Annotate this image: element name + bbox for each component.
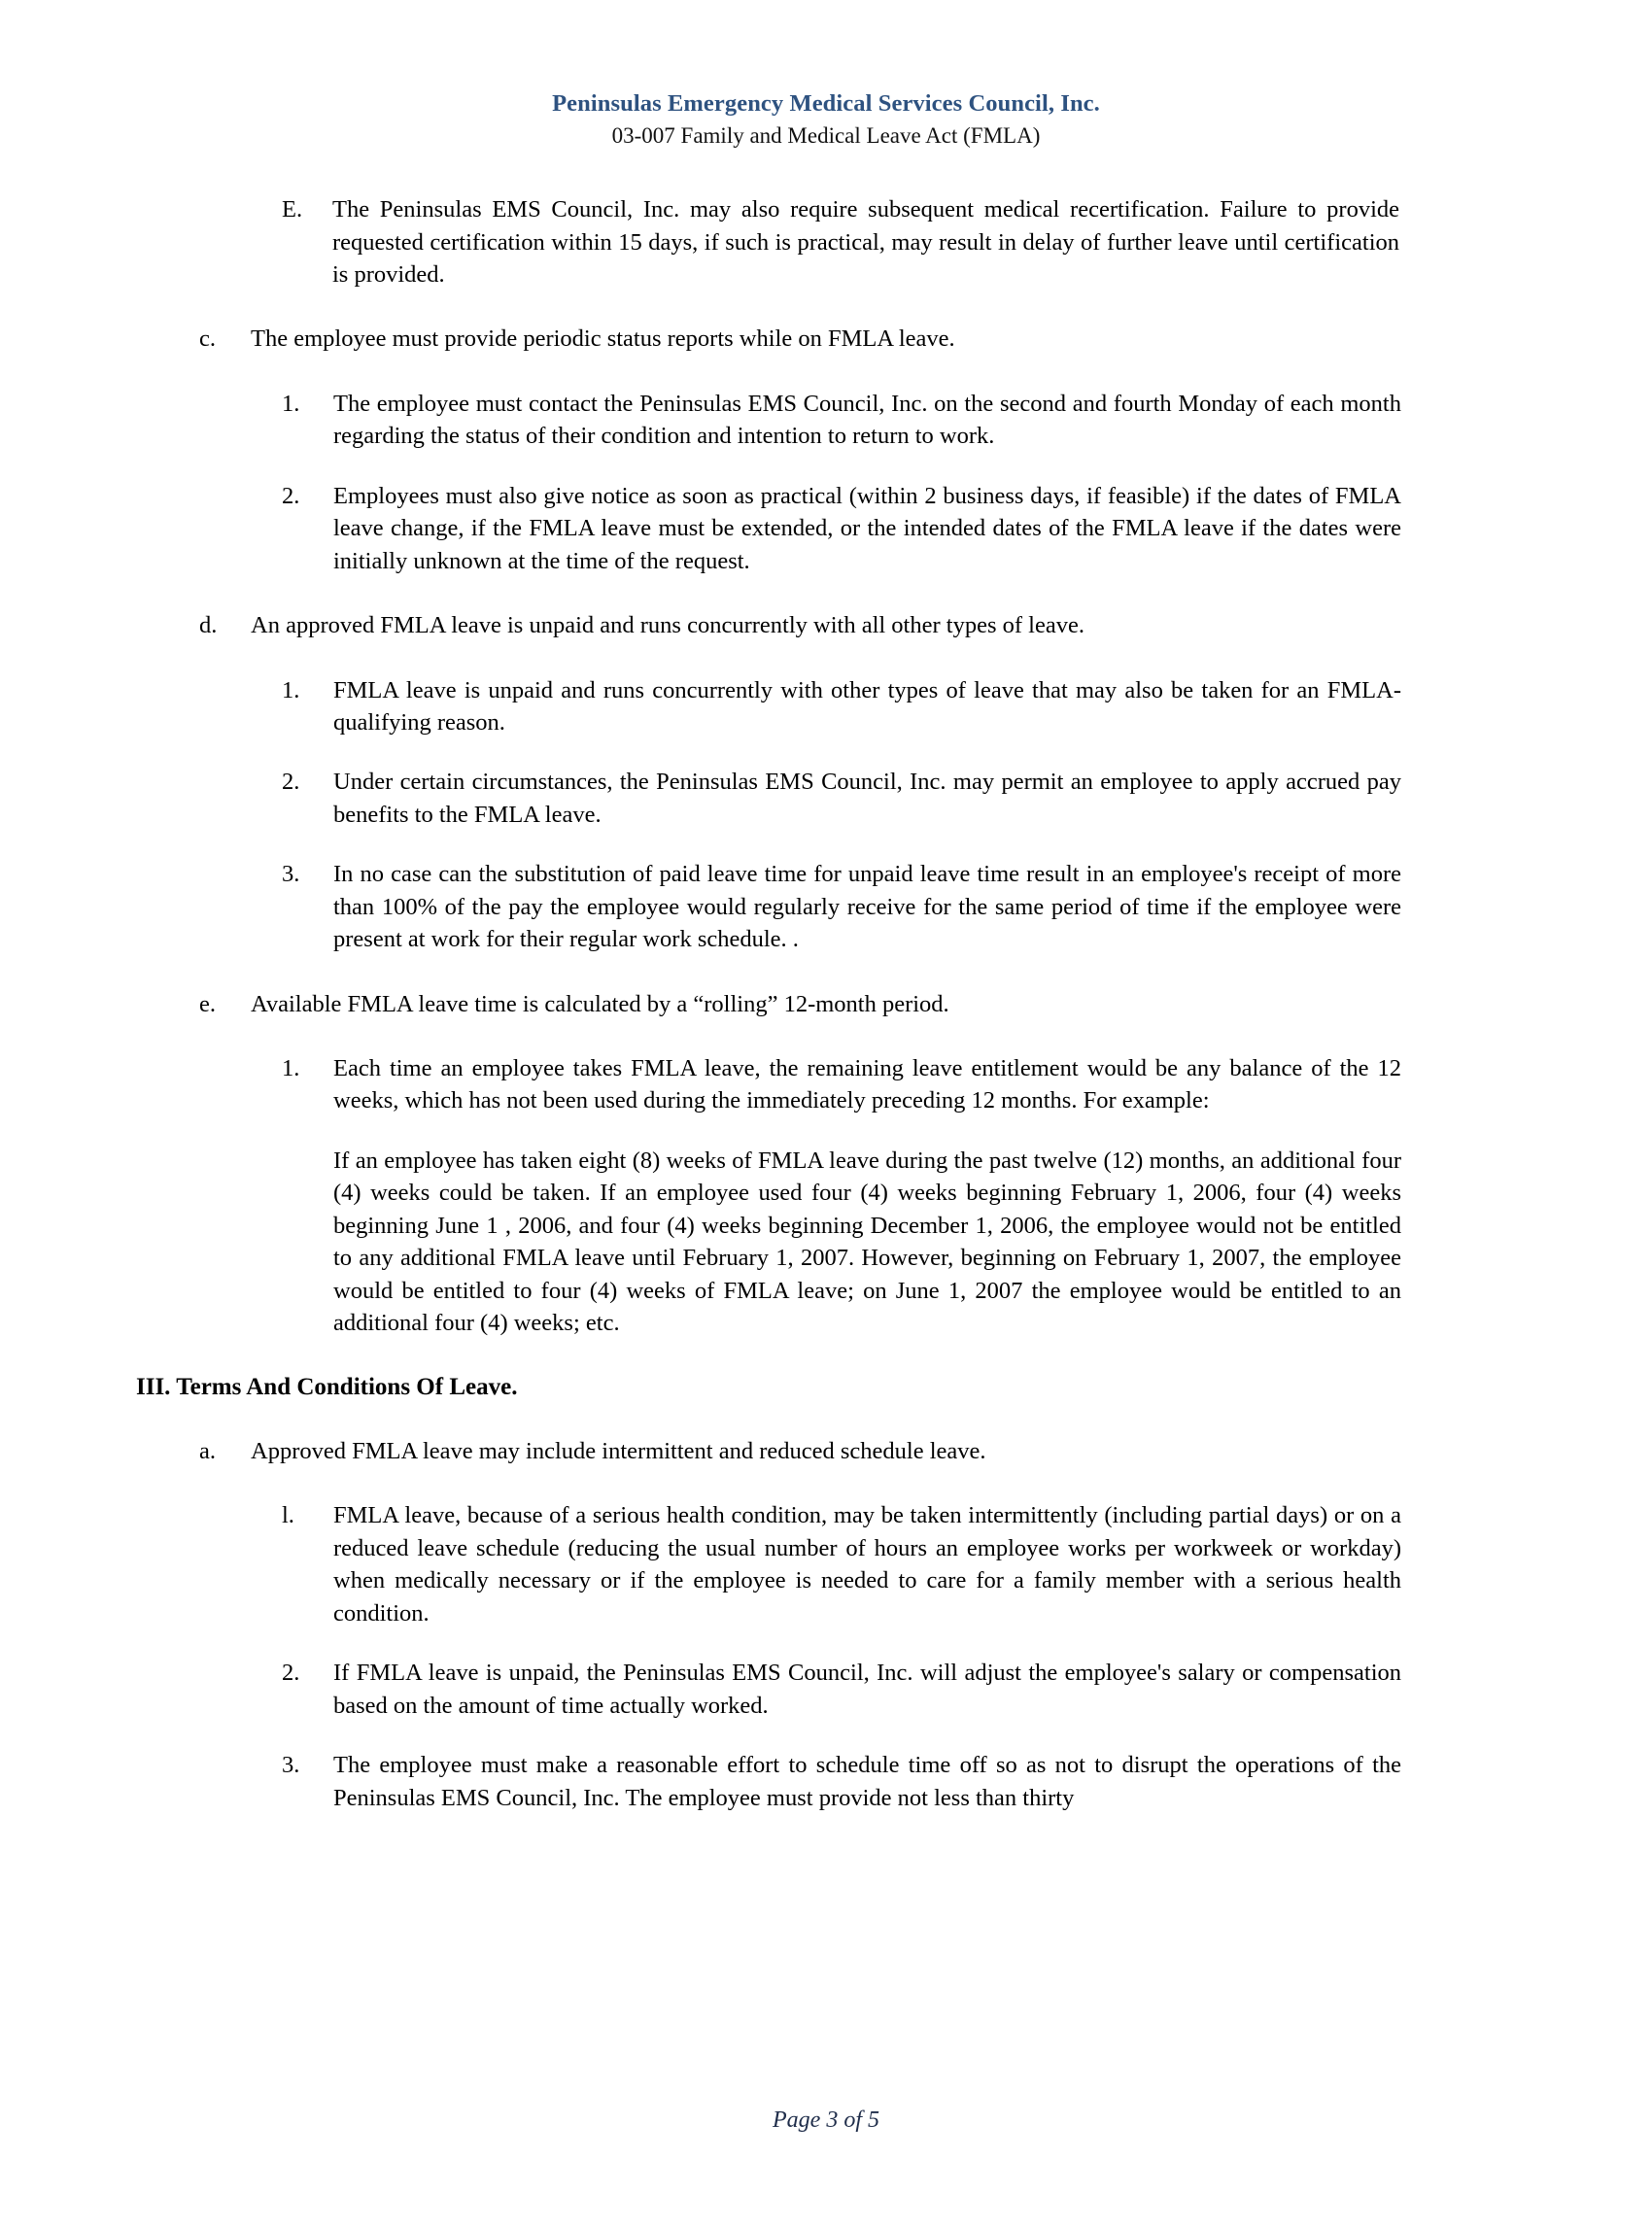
list-item-III-a-3	[282, 1749, 1401, 1814]
spacer	[0, 1340, 1652, 1372]
spacer	[0, 831, 1652, 858]
list-item-III-a-2	[282, 1657, 1401, 1722]
spacer	[0, 1020, 1652, 1052]
list-marker: l.	[282, 1502, 294, 1529]
document-body	[0, 193, 1652, 1814]
spacer	[0, 1403, 1652, 1435]
spacer	[0, 1722, 1652, 1749]
list-item-E	[282, 193, 1399, 291]
list-marker: e.	[199, 990, 216, 1017]
list-item-text: Approved FMLA leave may include intermittent and reduced schedule leave.	[251, 1438, 986, 1465]
list-item-text: FMLA leave, because of a serious health condition, may be taken intermittently (including partial days) or on a reduced leave schedule (reducing the usual number of hours an employee works per workweek or workday) when medically necessary or if the employee is needed to care for a family member with a serious health condition.	[333, 1502, 1401, 1627]
spacer	[0, 642, 1652, 674]
spacer	[0, 453, 1652, 480]
list-item-text: The employee must contact the Peninsulas EMS Council, Inc. on the second and fourth Monday of each month regarding the status of their condition and intention to return to work.	[333, 390, 1401, 450]
spacer	[0, 291, 1652, 323]
list-marker: a.	[199, 1438, 216, 1465]
list-item-d	[199, 609, 1401, 641]
spacer	[0, 1629, 1652, 1657]
list-item-text: Under certain circumstances, the Peninsulas EMS Council, Inc. may permit an employee to apply accrued pay benefits to the FMLA leave.	[333, 769, 1401, 828]
list-item-d-3	[282, 858, 1401, 955]
list-item-text: Employees must also give notice as soon as practical (within 2 business days, if feasible) if the dates of FMLA leave change, if the FMLA leave must be extended, or the intended dates of the FMLA leave if the dates were initially unknown at the time of the request.	[333, 482, 1401, 574]
list-item-text: FMLA leave is unpaid and runs concurrently with other types of leave that may also be taken for an FMLA-qualifying reason.	[333, 676, 1401, 736]
list-item-III-a-1	[282, 1499, 1401, 1629]
page-header	[0, 89, 1652, 151]
section-heading-III: III. Terms And Conditions Of Leave.	[136, 1373, 518, 1400]
list-marker: 1.	[282, 390, 300, 417]
list-item-d-2	[282, 766, 1401, 831]
list-marker: 1.	[282, 676, 300, 703]
list-marker: 2.	[282, 482, 300, 509]
list-item-text: The employee must make a reasonable effort to schedule time off so as not to disrupt the operations of the Peninsulas EMS Council, Inc. The employee must provide not less than thirty	[333, 1752, 1401, 1811]
spacer	[0, 577, 1652, 609]
list-item-text: Each time an employee takes FMLA leave, the remaining leave entitlement would be any balance of the 12 weeks, which has not been used during the immediately preceding 12 months. For example:	[333, 1055, 1401, 1114]
spacer	[0, 1117, 1652, 1145]
list-marker: 2.	[282, 769, 300, 796]
list-item-text: An approved FMLA leave is unpaid and runs concurrently with all other types of leave.	[251, 612, 1084, 639]
list-item-text: The Peninsulas EMS Council, Inc. may also require subsequent medical recertification. Failure to provide requested certification within 15 days, if such is practical, may result in delay of further leave until certification is provided.	[332, 196, 1399, 289]
list-marker: d.	[199, 612, 218, 639]
list-marker: 1.	[282, 1055, 300, 1082]
list-item-III-a	[199, 1435, 1401, 1467]
list-item-e	[199, 988, 1401, 1020]
list-marker: 3.	[282, 861, 300, 888]
document-page	[0, 89, 1652, 2227]
spacer	[0, 1467, 1652, 1499]
list-item-c-1	[282, 388, 1401, 453]
list-marker: c.	[199, 325, 216, 353]
list-item-text: The employee must provide periodic status reports while on FMLA leave.	[251, 325, 955, 353]
list-item-d-1	[282, 674, 1401, 739]
document-title: 03-007 Family and Medical Leave Act (FMLA)	[611, 123, 1041, 149]
page-footer: Page 3 of 5	[773, 2107, 879, 2133]
list-item-text: In no case can the substitution of paid leave time for unpaid leave time result in an employee's receipt of more than 100% of the pay the employee would regularly receive for the same period of time if the employee were present at work for their regular work schedule. .	[333, 861, 1401, 953]
list-marker: 3.	[282, 1752, 300, 1779]
list-item-e-1	[282, 1052, 1401, 1117]
list-item-c	[199, 323, 1401, 355]
list-marker: E.	[282, 196, 303, 223]
list-item-c-2	[282, 480, 1401, 577]
list-marker: 2.	[282, 1660, 300, 1687]
list-item-text: If FMLA leave is unpaid, the Peninsulas EMS Council, Inc. will adjust the employee's salary or compensation based on the amount of time actually worked.	[333, 1660, 1401, 1719]
spacer	[0, 738, 1652, 766]
list-item-text: Available FMLA leave time is calculated by a “rolling” 12-month period.	[251, 990, 949, 1017]
example-paragraph: If an employee has taken eight (8) weeks of FMLA leave during the past twelve (12) months, an additional four (4) weeks could be taken. If an employee used four (4) weeks beginning February 1, 2006, four (4) weeks beginning June 1 , 2006, and four (4) weeks beginning December 1, 2006, the employee would not be entitled to any additional FMLA leave until February 1, 2007. However, beginning on February 1, 2007, the employee would be entitled to four (4) weeks of FMLA leave; on June 1, 2007 the employee would be entitled to an additional four (4) weeks; etc.	[333, 1147, 1401, 1337]
organization-title: Peninsulas Emergency Medical Services Council, Inc.	[552, 90, 1100, 117]
spacer	[0, 356, 1652, 388]
spacer	[0, 956, 1652, 988]
